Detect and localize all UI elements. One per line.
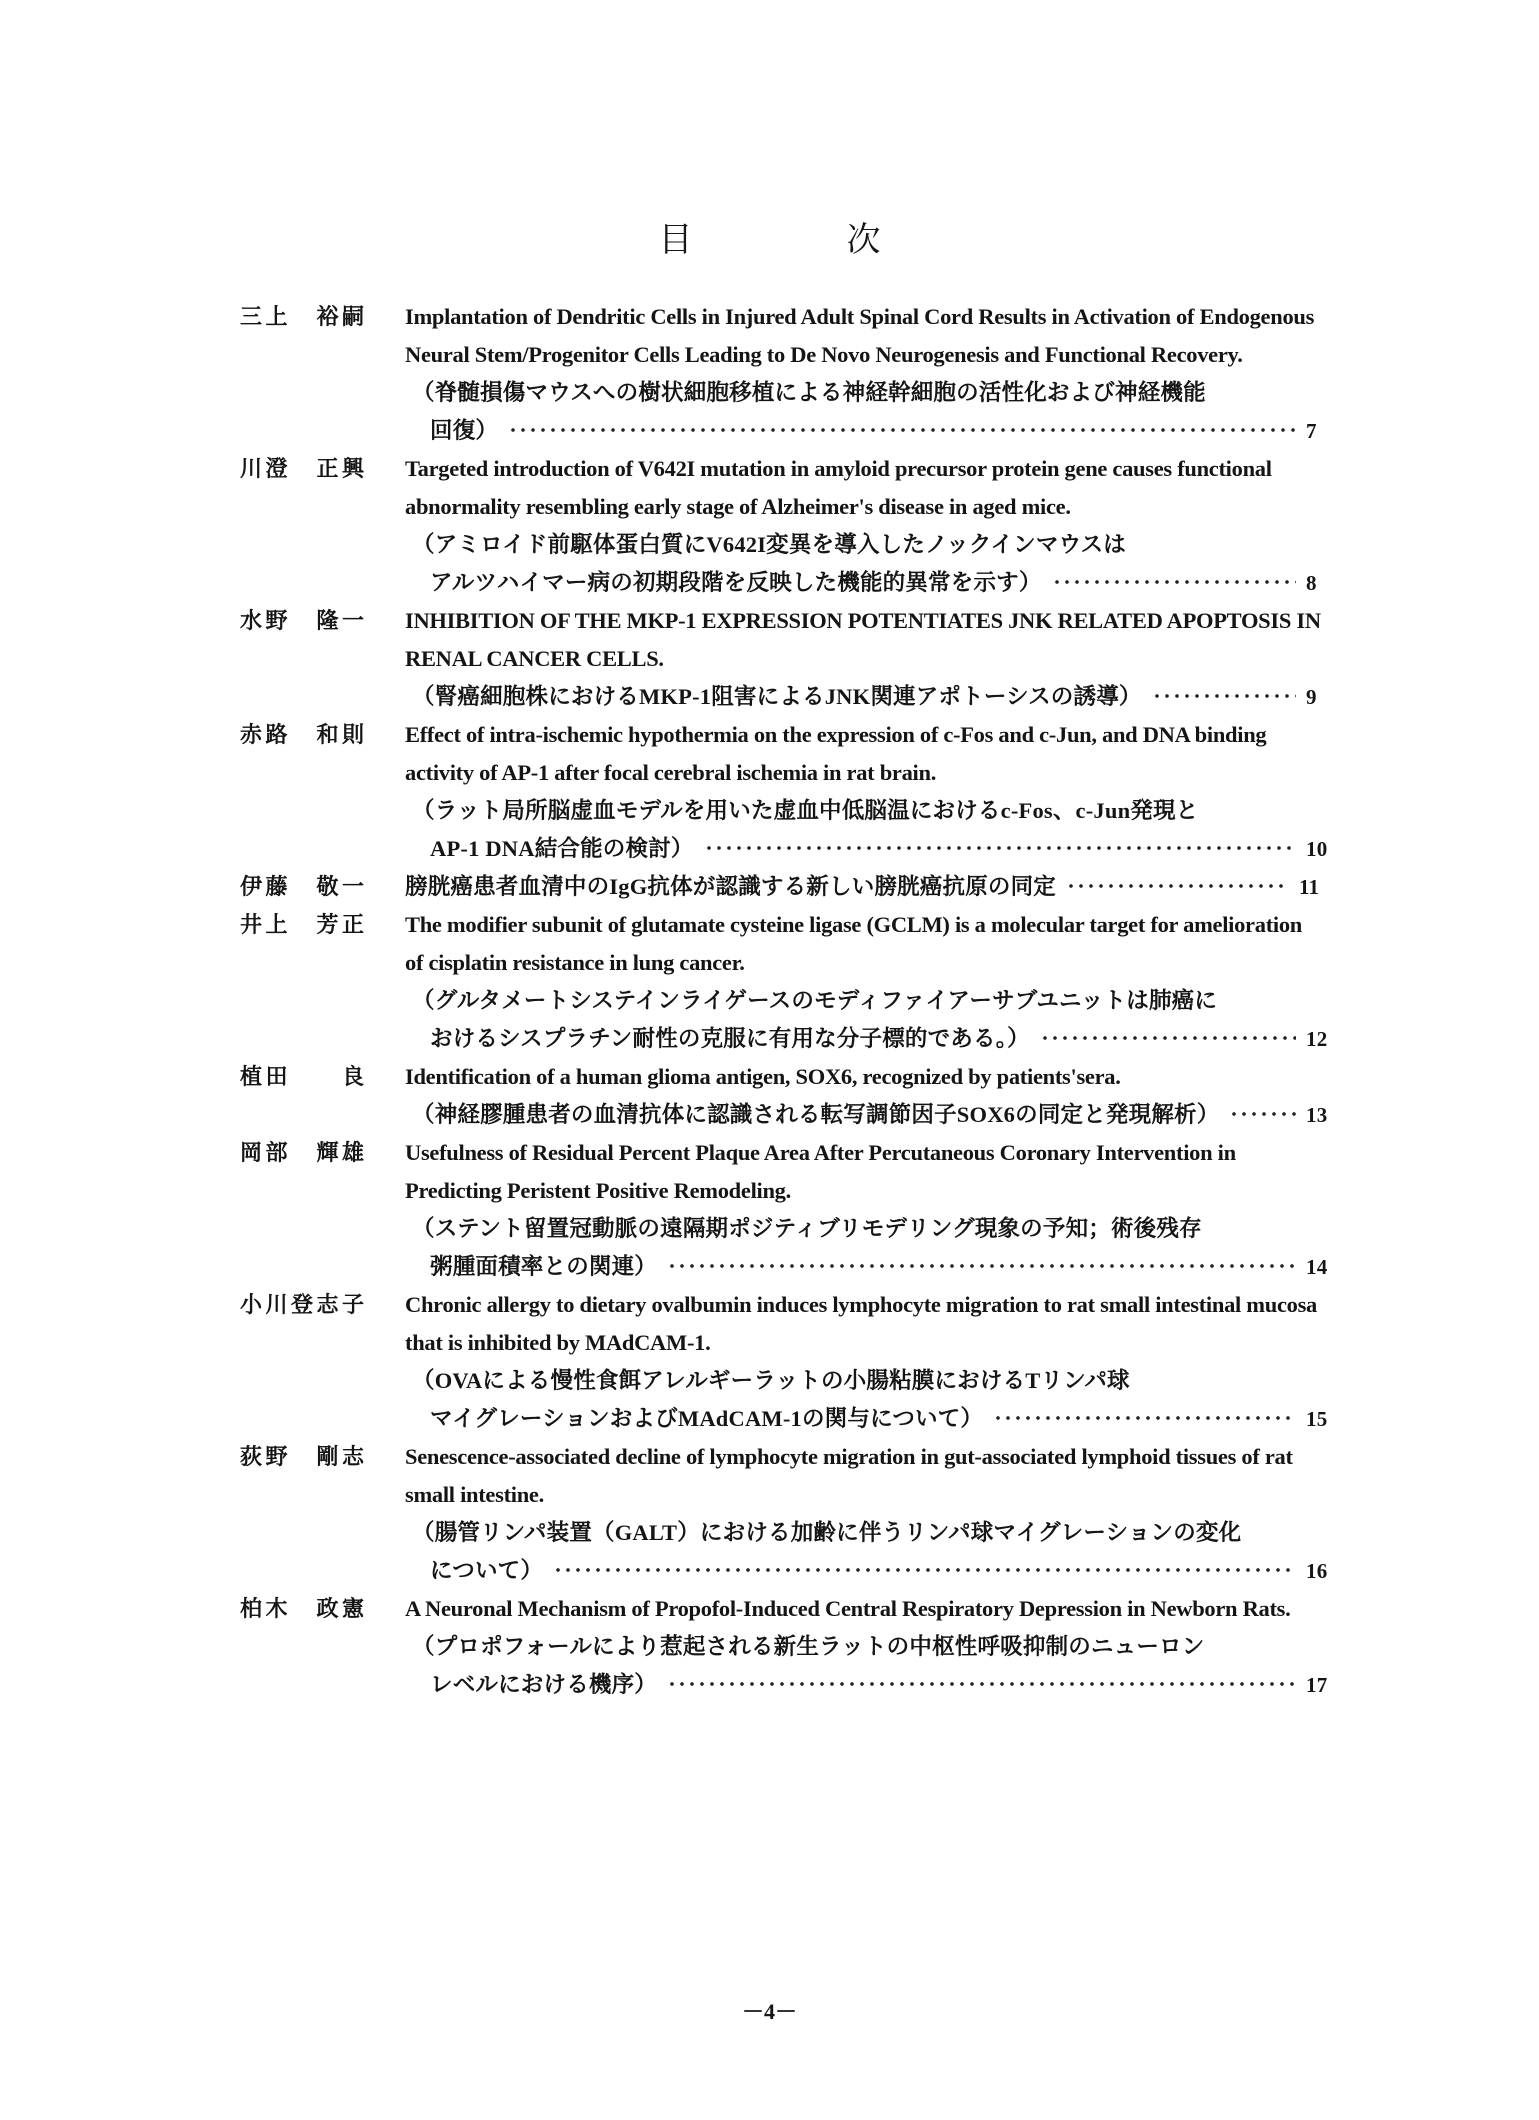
author-name: 荻野 剛志 — [240, 1444, 365, 1469]
toc-leader-line — [405, 868, 1325, 906]
toc-leader-line — [412, 1096, 1332, 1134]
japanese-title-last-line: （腎癌細胞株におけるMKP-1阻害によるJNK関連アポトーシスの誘導） — [412, 684, 1142, 709]
japanese-title-line: （グルタメートシステインライゲースのモディファイアーサブユニットは肺癌に — [412, 988, 1218, 1013]
page-number[interactable]: 8 — [1306, 571, 1317, 595]
japanese-title-line: （OVAによる慢性食餌アレルギーラットの小腸粘膜におけるTリンパ球 — [412, 1368, 1130, 1393]
japanese-title-line: （ラット局所脳虚血モデルを用いた虚血中低脳温におけるc-Fos、c-Jun発現と — [412, 798, 1199, 823]
japanese-title — [412, 1210, 1332, 1286]
japanese-title-last-line: AP-1 DNA結合能の検討） — [430, 836, 694, 861]
dot-leader — [1152, 684, 1296, 708]
page-number[interactable]: 15 — [1306, 1407, 1328, 1431]
japanese-title — [412, 1096, 1332, 1134]
japanese-title — [412, 1514, 1332, 1590]
japanese-title-last-line: （神経膠腫患者の血清抗体に認識される転写調節因子SOX6の同定と発現解析） — [412, 1102, 1220, 1127]
author-name: 小川登志子 — [240, 1292, 365, 1317]
author-name: 植田 良 — [240, 1064, 365, 1089]
page-number[interactable]: 9 — [1306, 685, 1317, 709]
dot-leader — [993, 1406, 1296, 1430]
japanese-title-line: （ステント留置冠動脈の遠隔期ポジティブリモデリング現象の予知；術後残存 — [412, 1216, 1202, 1241]
english-title: INHIBITION OF THE MKP-1 EXPRESSION POTENTIATES JNK RELATED APOPTOSIS IN RENAL CANCER CELLS. — [405, 608, 1321, 671]
toc-entry — [0, 1590, 1539, 1704]
dot-leader — [667, 1254, 1296, 1278]
japanese-title — [412, 1362, 1332, 1438]
english-title: Effect of intra-ischemic hypothermia on the expression of c-Fos and c-Jun, and DNA binding activity of AP-1 after focal cerebral ischemia in rat brain. — [405, 722, 1267, 785]
japanese-title-last-line: レベルにおける機序） — [430, 1672, 658, 1697]
toc-entry — [0, 1058, 1539, 1134]
toc-leader-line — [412, 830, 1332, 868]
toc-leader-line — [412, 412, 1332, 450]
toc-leader-line — [412, 564, 1332, 602]
dot-leader — [1052, 570, 1296, 594]
page-number[interactable]: 13 — [1306, 1103, 1328, 1127]
dot-leader — [508, 418, 1296, 442]
dot-leader — [667, 1672, 1296, 1696]
author-name: 水野 隆一 — [240, 608, 365, 633]
toc-leader-line — [412, 1552, 1332, 1590]
japanese-title-last-line: マイグレーションおよびMAdCAM-1の関与について） — [430, 1406, 984, 1431]
japanese-title — [412, 982, 1332, 1058]
toc-entry — [0, 298, 1539, 450]
author-name: 赤路 和則 — [240, 722, 365, 747]
japanese-title — [412, 1628, 1332, 1704]
japanese-title — [412, 526, 1332, 602]
english-title: Usefulness of Residual Percent Plaque Area After Percutaneous Coronary Intervention in Predicting Peristent Positive Remodeling. — [405, 1140, 1236, 1203]
english-title: Chronic allergy to dietary ovalbumin induces lymphocyte migration to rat small intestinal mucosa that is inhibited by MAdCAM-1. — [405, 1292, 1318, 1355]
japanese-title — [405, 868, 1325, 906]
japanese-title-line: （脊髄損傷マウスへの樹状細胞移植による神経幹細胞の活性化および神経機能 — [412, 380, 1206, 405]
english-title: Senescence-associated decline of lymphocyte migration in gut-associated lymphoid tissues of rat small intestine. — [405, 1444, 1293, 1507]
japanese-title-last-line: 粥腫面積率との関連） — [430, 1254, 658, 1279]
author-name: 井上 芳正 — [240, 912, 365, 937]
toc-entry — [0, 1134, 1539, 1286]
japanese-title-last-line: アルツハイマー病の初期段階を反映した機能的異常を示す） — [430, 570, 1042, 595]
dot-leader — [1040, 1026, 1296, 1050]
page-footer-number: －4－ — [741, 1999, 797, 2024]
toc-leader-line — [412, 1248, 1332, 1286]
page-number[interactable]: 12 — [1306, 1027, 1328, 1051]
toc-entry — [0, 450, 1539, 602]
english-title: Identification of a human glioma antigen, SOX6, recognized by patients'sera. — [405, 1064, 1121, 1089]
toc-leader-line — [412, 1400, 1332, 1438]
japanese-title-last-line: 膀胱癌患者血清中のIgG抗体が認識する新しい膀胱癌抗原の同定 — [405, 874, 1057, 899]
japanese-title — [412, 678, 1332, 716]
japanese-title-last-line: おけるシスプラチン耐性の克服に有用な分子標的である。） — [430, 1026, 1030, 1051]
japanese-title-line: （プロポフォールにより惹起される新生ラットの中枢性呼吸抑制のニューロン — [412, 1634, 1205, 1659]
dot-leader — [1229, 1102, 1296, 1126]
japanese-title-last-line: について） — [430, 1558, 544, 1583]
page-number[interactable]: 17 — [1306, 1673, 1328, 1697]
toc-entry — [0, 1286, 1539, 1438]
toc-leader-line — [412, 1020, 1332, 1058]
japanese-title-line: （腸管リンパ装置（GALT）における加齢に伴うリンパ球マイグレーションの変化 — [412, 1520, 1242, 1545]
japanese-title — [412, 792, 1332, 868]
page-number[interactable]: 11 — [1299, 875, 1320, 899]
english-title: A Neuronal Mechanism of Propofol-Induced Central Respiratory Depression in Newborn Rats. — [405, 1596, 1291, 1621]
author-name: 柏木 政憲 — [240, 1596, 365, 1621]
toc-entry — [0, 868, 1539, 906]
page-number[interactable]: 16 — [1306, 1559, 1328, 1583]
page-title: 目 次 — [658, 222, 941, 259]
english-title: Implantation of Dendritic Cells in Injured Adult Spinal Cord Results in Activation of Endogenous Neural Stem/Progenitor Cells Leading to De Novo Neurogenesis and Functional Recovery. — [405, 304, 1315, 367]
japanese-title — [412, 374, 1332, 450]
page-number[interactable]: 7 — [1306, 419, 1317, 443]
toc-entry — [0, 906, 1539, 1058]
author-name: 岡部 輝雄 — [240, 1140, 365, 1165]
table-of-contents — [0, 298, 1539, 1704]
english-title: The modifier subunit of glutamate cysteine ligase (GCLM) is a molecular target for amelioration of cisplatin resistance in lung cancer. — [405, 912, 1303, 975]
dot-leader — [553, 1558, 1296, 1582]
toc-entry — [0, 716, 1539, 868]
dot-leader — [1066, 874, 1289, 898]
english-title: Targeted introduction of V642I mutation in amyloid precursor protein gene causes functional abnormality resembling early stage of Alzheimer's disease in aged mice. — [405, 456, 1272, 519]
toc-entry — [0, 602, 1539, 716]
page-number[interactable]: 14 — [1306, 1255, 1328, 1279]
author-name: 伊藤 敬一 — [240, 874, 365, 899]
dot-leader — [704, 836, 1296, 860]
toc-leader-line — [412, 1666, 1332, 1704]
toc-leader-line — [412, 678, 1332, 716]
author-name: 川澄 正興 — [240, 456, 365, 481]
japanese-title-line: （アミロイド前駆体蛋白質にV642I変異を導入したノックインマウスは — [412, 532, 1127, 557]
author-name: 三上 裕嗣 — [240, 304, 365, 329]
japanese-title-last-line: 回復） — [430, 418, 499, 443]
toc-entry — [0, 1438, 1539, 1590]
page-number[interactable]: 10 — [1306, 837, 1328, 861]
